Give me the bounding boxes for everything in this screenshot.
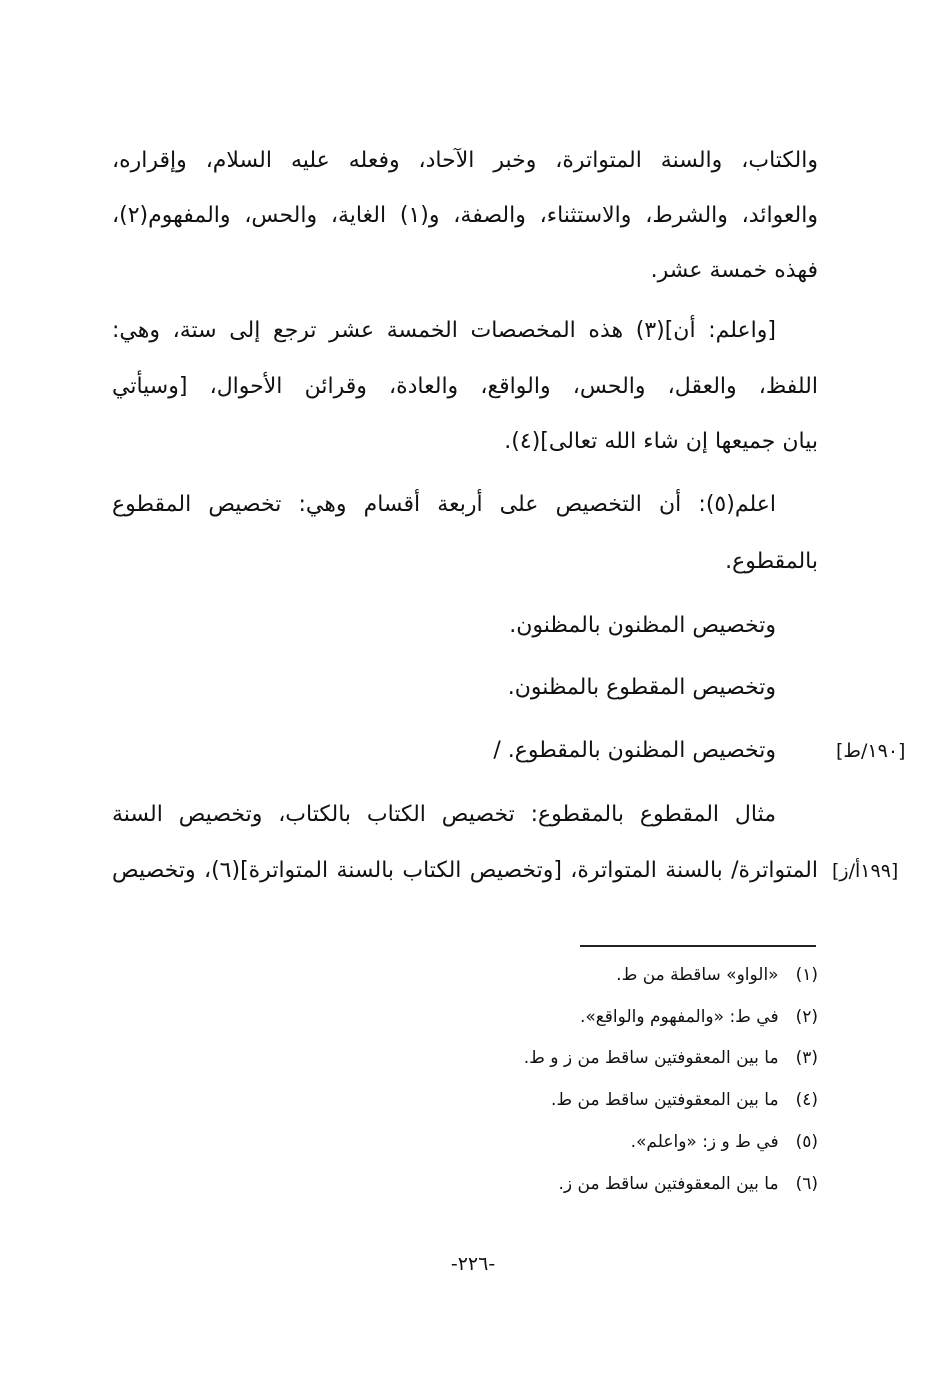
margin-note-2: [١٩٩أ/ز] (832, 860, 899, 882)
body-line-2: والعوائد، والشرط، والاستثناء، والصفة، و(١) الغاية، والحس، والمفهوم(٢)، (112, 203, 818, 228)
footnote-number: (٢) (795, 1007, 818, 1027)
footnote-number: (٤) (795, 1090, 818, 1110)
body-line-6: بيان جميعها إن شاء الله تعالى](٤). (504, 429, 818, 454)
footnote-text: في ط: «والمفهوم والواقع». (579, 1007, 779, 1027)
footnote-text: «الواو» ساقطة من ط. (616, 965, 779, 985)
footnote-separator (580, 945, 816, 947)
body-line-10: وتخصيص المقطوع بالمظنون. (507, 675, 776, 700)
body-line-7: اعلم(٥): أن التخصيص على أربعة أقسام وهي: تخصيص المقطوع (112, 492, 776, 517)
footnote-number: (٦) (795, 1174, 818, 1194)
footnote-5 (631, 1129, 818, 1155)
body-line-8: بالمقطوع. (725, 549, 818, 574)
body-line-13: المتواترة/ بالسنة المتواترة، [وتخصيص الكتاب بالسنة المتواترة](٦)، وتخصيص (112, 858, 818, 883)
footnote-6 (558, 1171, 818, 1197)
footnote-1 (616, 962, 818, 988)
footnote-number: (١) (795, 965, 818, 985)
footnote-2 (580, 1004, 818, 1030)
footnote-number: (٥) (795, 1132, 818, 1152)
footnote-text: ما بين المعقوفتين ساقط من ط. (550, 1090, 779, 1110)
body-line-5: اللفظ، والعقل، والحس، والواقع، والعادة، وقرائن الأحوال، [وسيأتي (112, 374, 818, 399)
footnote-4 (551, 1087, 818, 1113)
footnote-text: ما بين المعقوفتين ساقط من ز و ط. (523, 1048, 779, 1068)
body-line-11: وتخصيص المظنون بالمقطوع. / (493, 738, 776, 763)
body-line-1: والكتاب، والسنة المتواترة، وخبر الآحاد، وفعله عليه السلام، وإقراره، (112, 148, 818, 173)
footnote-number: (٣) (795, 1048, 818, 1068)
page-number: -٢٢٦- (450, 1253, 496, 1275)
footnote-text: ما بين المعقوفتين ساقط من ز. (558, 1174, 779, 1194)
footnote-3 (524, 1045, 818, 1071)
body-line-4: [واعلم: أن](٣) هذه المخصصات الخمسة عشر ترجع إلى ستة، وهي: (112, 318, 776, 343)
margin-note-1: [١٩٠/ط] (836, 740, 906, 762)
body-line-9: وتخصيص المظنون بالمظنون. (509, 613, 776, 638)
body-line-3: فهذه خمسة عشر. (650, 258, 818, 283)
footnote-text: في ط و ز: «واعلم». (630, 1132, 779, 1152)
body-line-12: مثال المقطوع بالمقطوع: تخصيص الكتاب بالكتاب، وتخصيص السنة (112, 802, 776, 827)
